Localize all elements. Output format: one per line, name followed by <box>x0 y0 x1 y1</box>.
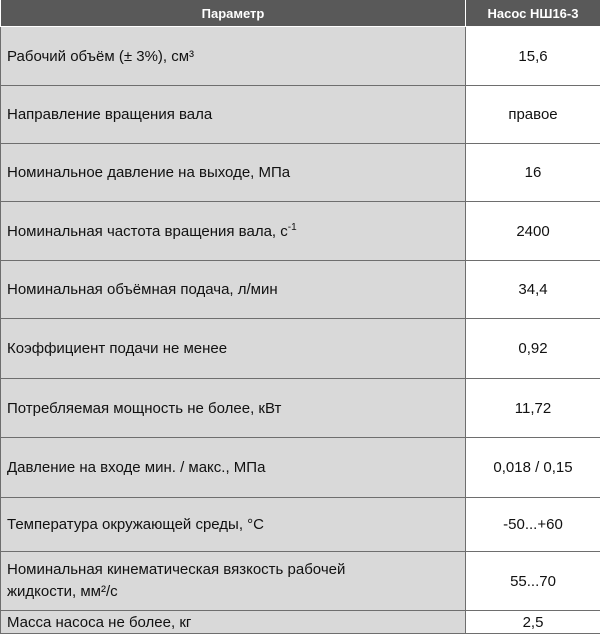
param-value: 11,72 <box>466 379 600 438</box>
table-row <box>1 202 600 261</box>
param-value: 0,92 <box>466 319 600 379</box>
header-pump-model: Насос НШ16-3 <box>466 0 600 27</box>
param-value: 0,018 / 0,15 <box>466 438 600 498</box>
param-value: 15,6 <box>466 27 600 86</box>
param-label: Номинальное давление на выходе, МПа <box>1 144 466 202</box>
table-row <box>1 144 600 202</box>
param-value: -50...+60 <box>466 498 600 552</box>
param-value: 16 <box>466 144 600 202</box>
param-label: Коэффициент подачи не менее <box>1 319 466 379</box>
param-label <box>1 202 466 261</box>
table-row <box>1 379 600 438</box>
table-row <box>1 498 600 552</box>
param-label: Направление вращения вала <box>1 86 466 144</box>
table-row <box>1 27 600 86</box>
table-row <box>1 86 600 144</box>
param-label <box>1 552 466 611</box>
param-value: правое <box>466 86 600 144</box>
param-label-line-2: жидкости, мм²/с <box>7 583 118 600</box>
param-value: 34,4 <box>466 261 600 319</box>
table-row <box>1 611 600 634</box>
param-value: 2,5 <box>466 611 600 634</box>
param-label-text: Номинальная частота вращения вала, с <box>7 223 288 240</box>
table-row <box>1 552 600 611</box>
table-row <box>1 261 600 319</box>
param-label: Потребляемая мощность не более, кВт <box>1 379 466 438</box>
param-label: Рабочий объём (± 3%), см³ <box>1 27 466 86</box>
param-value: 55...70 <box>466 552 600 611</box>
table-row <box>1 319 600 379</box>
param-label-superscript: -1 <box>287 222 297 233</box>
param-value: 2400 <box>466 202 600 261</box>
param-label: Температура окружающей среды, °С <box>1 498 466 552</box>
header-parameter: Параметр <box>1 0 466 27</box>
param-label: Давление на входе мин. / макс., МПа <box>1 438 466 498</box>
param-label: Масса насоса не более, кг <box>1 611 466 634</box>
param-label: Номинальная объёмная подача, л/мин <box>1 261 466 319</box>
table-row <box>1 438 600 498</box>
header-row <box>1 0 600 27</box>
param-label-line-1: Номинальная кинематическая вязкость рабочей <box>7 561 346 578</box>
